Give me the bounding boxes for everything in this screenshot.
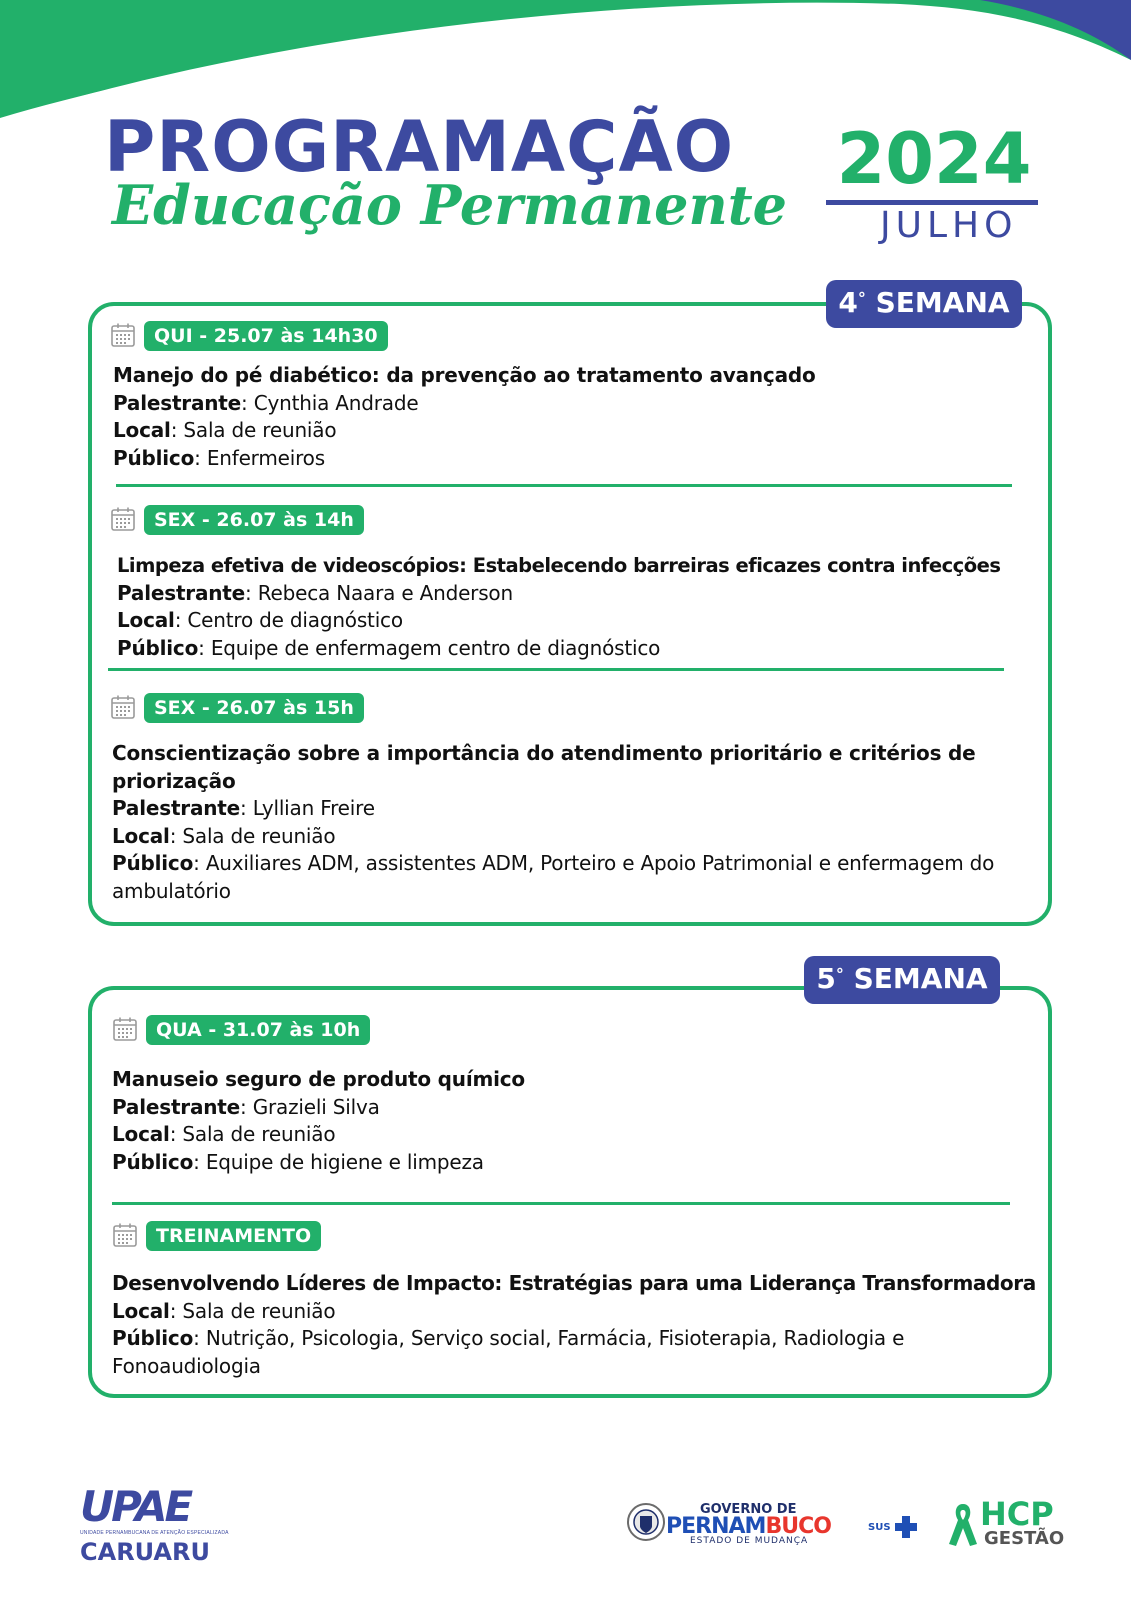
event-title: Desenvolvendo Líderes de Impacto: Estratégias para uma Liderança Transformadora [112, 1271, 1036, 1295]
week-4-badge [826, 280, 1022, 328]
event-audience: Público: Equipe de enfermagem centro de diagnóstico [117, 635, 661, 660]
gov-top-text: GOVERNO DE [700, 1502, 797, 1517]
calendar-icon [110, 506, 136, 532]
event-speaker: Palestrante: Grazieli Silva [112, 1094, 380, 1119]
degree-sign: ° [835, 965, 844, 984]
seal-icon [626, 1502, 666, 1542]
event-date-badge: SEX - 26.07 às 14h [144, 505, 364, 535]
page-title: PROGRAMAÇÃO [104, 106, 735, 188]
calendar-icon [112, 1016, 138, 1042]
event-divider [112, 1202, 1010, 1205]
event-date-badge: SEX - 26.07 às 15h [144, 693, 364, 723]
event-details [112, 1270, 1037, 1380]
event-audience: Público: Auxiliares ADM, assistentes ADM, Porteiro e Apoio Patrimonial e enfermagem do ambulatório [112, 851, 995, 903]
event-title: Conscientização sobre a importância do atendimento prioritário e critérios de priorização [112, 741, 976, 793]
upae-logo [80, 1482, 229, 1566]
hcp-logo [946, 1495, 1065, 1552]
upae-mark: UPAE [80, 1482, 191, 1531]
hcp-subtitle: GESTÃO [984, 1528, 1065, 1549]
event-details [112, 1066, 1032, 1176]
event-location: Local: Sala de reunião [113, 418, 337, 442]
event-title: Limpeza efetiva de videoscópios: Estabelecendo barreiras eficazes contra infecções [117, 554, 1001, 577]
event-title: Manuseio seguro de produto químico [112, 1067, 525, 1091]
event-date-badge: TREINAMENTO [146, 1221, 321, 1251]
sus-text: SUS [868, 1521, 891, 1533]
plus-icon [893, 1514, 919, 1540]
government-logo [626, 1500, 844, 1544]
event-speaker: Palestrante: Cynthia Andrade [113, 390, 419, 415]
event-divider [108, 668, 1004, 671]
gov-slogan: ESTADO DE MUDANÇA [690, 1536, 809, 1546]
event-audience: Público: Nutrição, Psicologia, Serviço social, Farmácia, Fisioterapia, Radiologia e Fonoaudiologia [112, 1326, 905, 1378]
calendar-icon [110, 694, 136, 720]
ribbon-icon [946, 1500, 980, 1548]
upae-tagline: UNIDADE PERNAMBUCANA DE ATENÇÃO ESPECIALIZADA [80, 1530, 229, 1536]
week-number: 5 [816, 962, 836, 995]
event-title: Manejo do pé diabético: da prevenção ao tratamento avançado [113, 363, 816, 387]
week-label: SEMANA [875, 286, 1010, 319]
hcp-text: HCP [980, 1495, 1054, 1533]
event-date-badge: QUI - 25.07 às 14h30 [144, 321, 388, 351]
upae-city: CARUARU [80, 1538, 210, 1566]
event-details [112, 740, 1032, 905]
week-label: SEMANA [853, 962, 988, 995]
event-date-badge: QUA - 31.07 às 10h [146, 1015, 370, 1045]
year-label: 2024 [836, 118, 1032, 200]
event-audience: Público: Enfermeiros [113, 445, 325, 470]
event-location: Local: Sala de reunião [112, 1298, 336, 1323]
event-speaker: Palestrante: Lyllian Freire [112, 796, 375, 820]
degree-sign: ° [857, 289, 866, 308]
week-number: 4 [838, 286, 858, 319]
event-audience: Público: Equipe de higiene e limpeza [112, 1149, 484, 1174]
month-label: JULHO [880, 205, 1018, 246]
gov-state-name: PERNAMBUCO [666, 1514, 831, 1539]
event-details [113, 362, 1033, 472]
event-location: Local: Sala de reunião [112, 823, 336, 848]
page-subtitle: Educação Permanente [112, 173, 787, 237]
calendar-icon [112, 1222, 138, 1248]
calendar-icon [110, 322, 136, 348]
event-speaker: Palestrante: Rebeca Naara e Anderson [117, 580, 513, 605]
week-5-badge [804, 956, 1000, 1004]
event-location: Local: Sala de reunião [112, 1122, 336, 1146]
event-details [117, 552, 1047, 662]
event-location: Local: Centro de diagnóstico [117, 608, 403, 632]
sus-logo [868, 1514, 919, 1540]
event-divider [116, 484, 1012, 487]
